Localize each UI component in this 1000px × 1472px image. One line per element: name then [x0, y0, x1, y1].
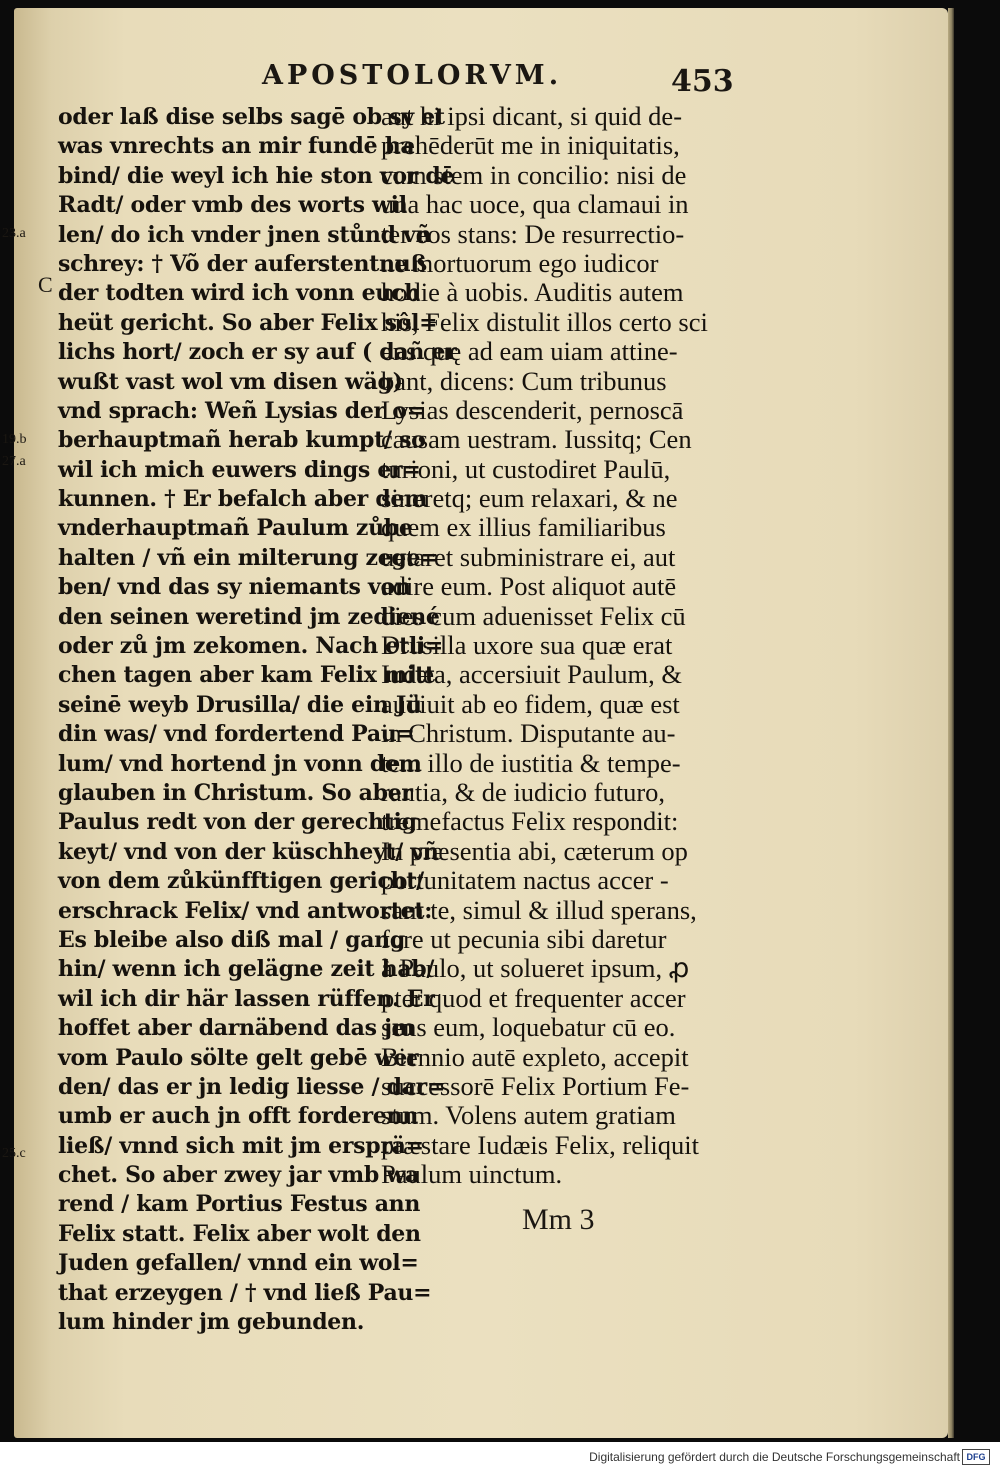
text-line: cum stem in concilio: nisi de: [381, 159, 687, 190]
text-line: von dem zůkünfftigen gericht/: [58, 868, 424, 895]
text-line: his, Felix distulit illos certo sci: [381, 306, 708, 337]
text-line: wil ich dir här lassen rüffen. Er: [58, 985, 435, 1012]
text-line: chen tagen aber kam Felix mitt: [58, 662, 435, 689]
text-line: prehēderūt me in iniquitatis,: [381, 130, 680, 161]
text-line: chet. So aber zwey jar vmb wa: [58, 1162, 419, 1189]
page-edge: [948, 8, 954, 1438]
text-line: tremefactus Felix respondit:: [381, 806, 679, 837]
text-line: à Paulo, ut solueret ipsum, ꝓ: [381, 953, 690, 984]
text-line: Paulum uinctum.: [381, 1159, 563, 1190]
text-line: heüt gericht. So aber Felix sôl=: [58, 309, 438, 336]
text-line: Lysias descenderit, pernoscā: [381, 394, 684, 425]
text-line: oder laß dise selbs sagē ob sy et: [58, 104, 445, 130]
text-line: len/ do ich vnder jnen stůnd vñ: [58, 221, 432, 248]
margin-note: 27.a: [2, 454, 26, 469]
text-line: halten / vñ ein milterung zege=: [58, 544, 439, 571]
text-line: keyt/ vnd von der küschheyt/ vñ: [58, 838, 439, 865]
text-line: that erzeygen / † vnd ließ Pau=: [58, 1279, 432, 1306]
text-line: ne mortuorum ego iudicor: [381, 247, 659, 278]
text-line: der todten wird ich vonn euch: [58, 280, 420, 307]
text-line: audiuit ab eo fidem, quæ est: [381, 688, 680, 719]
text-line: seinē weyb Drusilla/ die ein Jü: [58, 691, 422, 718]
text-line: oder zů jm zekomen. Nach etli=: [58, 633, 444, 660]
text-line: hodie à uobis. Auditis autem: [381, 277, 684, 308]
text-line: wil ich mich euwers dings er=: [58, 456, 421, 483]
text-line: ließ/ vnnd sich mit jm ersprä=: [58, 1132, 424, 1159]
text-line: sens eum, loquebatur cū eo.: [381, 1012, 676, 1043]
text-line: adire eum. Post aliquot autē: [381, 571, 677, 602]
text-line: lum hinder jm gebunden.: [58, 1309, 365, 1336]
text-line: glauben in Christum. So aber: [58, 779, 413, 806]
text-line: portunitatem nactus accer -: [381, 865, 669, 896]
text-line: rantia, & de iudicio futuro,: [381, 776, 666, 807]
text-line: in Christum. Disputante au-: [381, 718, 676, 749]
text-line: din was/ vnd fordertend Pau=: [58, 721, 415, 748]
text-line: Radt/ oder vmb des worts wil: [58, 192, 407, 219]
text-line: Juden gefallen/ vnnd ein wol=: [58, 1250, 419, 1277]
text-line: ens quę ad eam uiam attine-: [381, 336, 678, 367]
text-line: aut hi ipsi dicant, si quid de-: [381, 101, 683, 131]
text-line: hin/ wenn ich gelägne zeit hab/: [58, 956, 435, 983]
text-line: sam te, simul & illud sperans,: [381, 894, 697, 925]
text-line: bant, dicens: Cum tribunus: [381, 365, 667, 396]
text-line: successorē Felix Portium Fe-: [381, 1070, 690, 1101]
text-line: lichs hort/ zoch er sy auf ( dañ er: [58, 339, 457, 366]
text-line: ben/ vnd das sy niemants von: [58, 574, 411, 601]
text-line: erschrack Felix/ vnd antwortet:: [58, 897, 433, 924]
text-line: wußt vast wol vm disen wäg): [58, 368, 403, 395]
dfg-logo-icon: DFG: [962, 1449, 990, 1465]
running-title: APOSTOLORVM.: [262, 60, 563, 91]
text-line: schrey: † Võ der auferstentnuß: [58, 250, 427, 277]
text-line: pter quod et frequenter accer: [381, 982, 686, 1013]
latin-text-column: [381, 102, 708, 1189]
text-line: uetaret subministrare ei, aut: [381, 541, 676, 572]
text-line: Iudæa, accersiuit Paulum, &: [381, 659, 682, 690]
text-line: tem illo de iustitia & tempe-: [381, 747, 681, 778]
text-line: umb er auch jn offt forderenn: [58, 1103, 418, 1130]
text-line: Biennio autē expleto, accepit: [381, 1041, 689, 1072]
text-line: hoffet aber darnäbend das jm: [58, 1015, 415, 1042]
text-line: berhauptmañ herab kumpt/ so: [58, 427, 426, 454]
page-number: 453: [671, 64, 734, 99]
text-line: Drusilla uxore sua quæ erat: [381, 630, 673, 661]
footer-bar: [0, 1442, 1000, 1472]
text-line: kunnen. † Er befalch aber dem: [58, 486, 428, 513]
text-line: causam uestram. Iussitq; Cen: [381, 424, 692, 455]
text-line: den seinen weretind jm zediené: [58, 603, 440, 630]
margin-section-letter: C: [38, 272, 53, 297]
text-line: was vnrechts an mir fundē ha: [58, 133, 415, 160]
text-line: una hac uoce, qua clamaui in: [381, 189, 689, 220]
text-line: Felix statt. Felix aber wolt den: [58, 1220, 421, 1247]
text-line: fore ut pecunia sibi daretur: [381, 923, 667, 954]
text-line: Es bleibe also diß mal / gang: [58, 926, 405, 953]
text-line: den/ das er jn ledig liesse / dar=: [58, 1073, 446, 1100]
text-line: bind/ die weyl ich hie ston vor dē: [58, 162, 455, 189]
margin-note: 25.c: [2, 1146, 26, 1161]
text-line: sineretq; eum relaxari, & ne: [381, 483, 678, 514]
text-line: præstare Iudæis Felix, reliquit: [381, 1129, 699, 1160]
text-line: Paulus redt von der gerechtig: [58, 809, 417, 836]
text-line: stum. Volens autem gratiam: [381, 1100, 676, 1131]
margin-note: 19.b: [2, 432, 27, 447]
text-line: turioni, ut custodiret Paulū,: [381, 453, 671, 484]
margin-note: 23.a: [2, 226, 26, 241]
text-line: ter eos stans: De resurrectio-: [381, 218, 685, 249]
text-line: vom Paulo sölte gelt gebē wer: [58, 1044, 419, 1071]
text-line: vnd sprach: Weñ Lysias der o=: [58, 397, 425, 424]
signature-mark: Mm 3: [522, 1203, 595, 1236]
text-line: vnderhauptmañ Paulum zůbe: [58, 515, 413, 542]
text-line: rend / kam Portius Festus ann: [58, 1191, 421, 1218]
text-line: quem ex illius familiaribus: [381, 512, 666, 543]
text-line: dies cum aduenisset Felix cū: [381, 600, 686, 631]
text-line: In præsentia abi, cæterum op: [381, 835, 688, 866]
text-line: lum/ vnd hortend jn vonn dem: [58, 750, 422, 777]
funding-credit: Digitalisierung gefördert durch die Deutsche Forschungsgemeinschaft: [589, 1450, 960, 1464]
